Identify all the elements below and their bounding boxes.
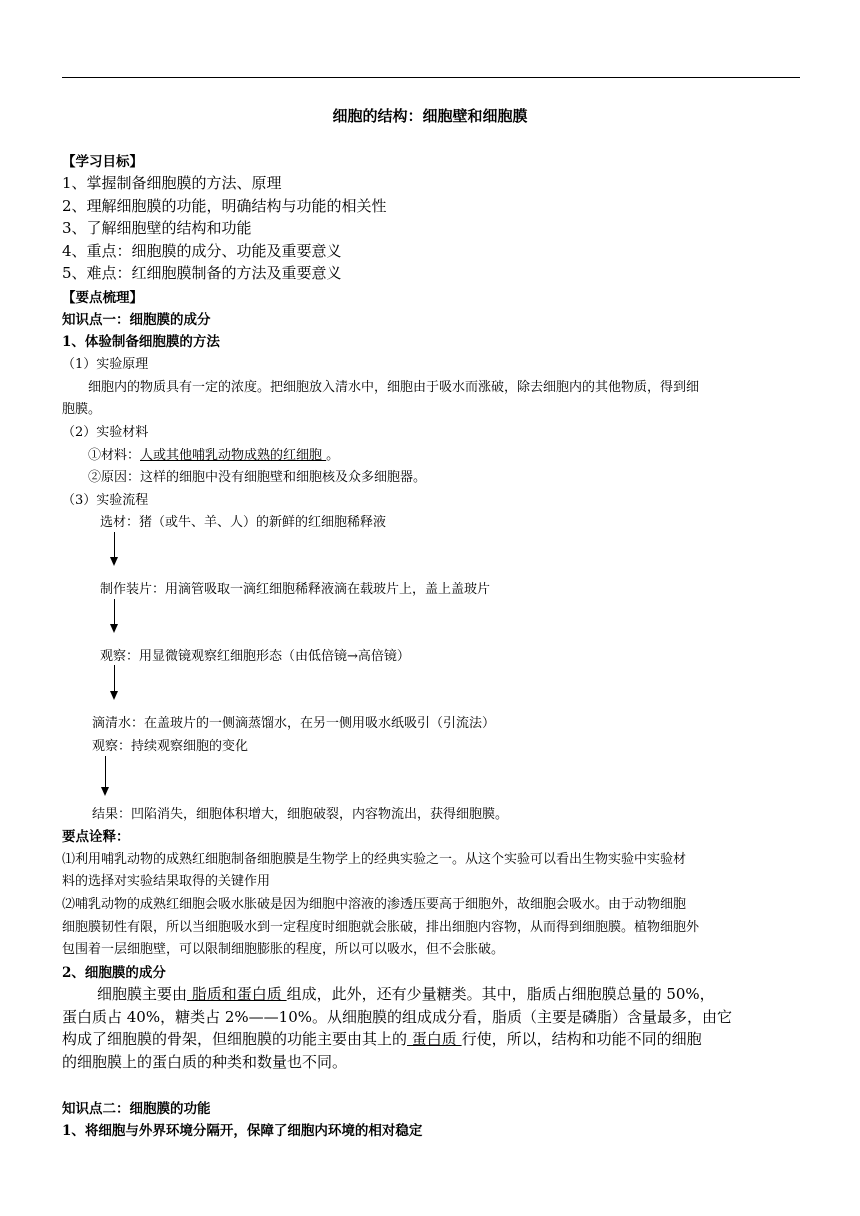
flow-arrow	[114, 665, 115, 698]
flow-label: （3）实验流程	[62, 493, 149, 508]
material-prefix: ①材料：	[88, 448, 141, 463]
summary-heading: 【要点梳理】	[62, 290, 143, 306]
composition-blank-protein: 蛋白质	[407, 1030, 462, 1048]
objective-item: 1、掌握制备细胞膜的方法、原理	[62, 174, 282, 192]
composition-line	[97, 983, 715, 1004]
material-line	[88, 444, 339, 463]
materials-label: （2）实验材料	[62, 425, 149, 440]
principle-text-cont: 胞膜。	[62, 402, 102, 417]
material-suffix: 。	[326, 448, 340, 463]
principle-label: （1）实验原理	[62, 357, 149, 372]
composition-blank-lipid-protein: 脂质和蛋白质	[187, 985, 287, 1003]
composition-text: 细胞膜主要由	[97, 985, 188, 1003]
objective-item: 3、了解细胞壁的结构和功能	[62, 219, 252, 237]
note-1-cont: 料的选择对实验结果取得的关键作用	[62, 874, 271, 889]
k1-subheading-1: 1、体验制备细胞膜的方法	[62, 334, 220, 350]
composition-text: 组成，此外，还有少量糖类。其中，脂质占细胞膜总量的 50%，	[286, 985, 715, 1003]
note-2-cont: 细胞膜韧性有限，所以当细胞吸水到一定程度时细胞就会胀破，排出细胞内容物，从而得到细胞膜。植物细胞外	[62, 920, 700, 935]
material-reason: ②原因：这样的细胞中没有细胞壁和细胞核及众多细胞器。	[88, 470, 427, 485]
page-title: 细胞的结构：细胞壁和细胞膜	[332, 107, 528, 125]
k1-subheading-2: 2、细胞膜的成分	[62, 965, 166, 981]
flow-arrow	[105, 756, 106, 794]
composition-line: 蛋白质占 40%，糖类占 2%——10%。从细胞膜的组成成分看，脂质（主要是磷脂）含量最多，由它	[62, 1008, 733, 1026]
knowledge-point-1-heading: 知识点一：细胞膜的成分	[62, 312, 211, 328]
flow-step: 观察：持续观察细胞的变化	[92, 739, 249, 754]
flow-step: 选材：猪（或牛、羊、人）的新鲜的红细胞稀释液	[100, 515, 387, 530]
flow-step: 观察：用显微镜观察红细胞形态（由低倍镜→高倍镜）	[100, 649, 410, 664]
flow-step: 结果：凹陷消失，细胞体积增大，细胞破裂，内容物流出，获得细胞膜。	[92, 807, 509, 822]
objective-item: 5、难点：红细胞膜制备的方法及重要意义	[62, 264, 342, 282]
composition-text: 构成了细胞膜的骨架，但细胞膜的功能主要由其上的	[62, 1030, 408, 1048]
principle-text: 细胞内的物质具有一定的浓度。把细胞放入清水中，细胞由于吸水而涨破，除去细胞内的其他物质，得到细	[88, 380, 700, 395]
note-2-cont: 包围着一层细胞壁，可以限制细胞膨胀的程度，所以可以吸水，但不会胀破。	[62, 942, 505, 957]
flow-arrow	[114, 532, 115, 564]
note-1: ⑴利用哺乳动物的成熟红细胞制备细胞膜是生物学上的经典实验之一。从这个实验可以看出生物实验中实验材	[62, 852, 687, 867]
knowledge-point-2-heading: 知识点二：细胞膜的功能	[62, 1101, 211, 1117]
flow-step: 制作装片：用滴管吸取一滴红细胞稀释液滴在载玻片上，盖上盖玻片	[100, 582, 491, 597]
composition-line	[62, 1028, 702, 1049]
objective-item: 4、重点：细胞膜的成分、功能及重要意义	[62, 242, 342, 260]
notes-heading: 要点诠释：	[62, 829, 130, 845]
composition-line: 的细胞膜上的蛋白质的种类和数量也不同。	[62, 1053, 348, 1071]
flow-arrow	[114, 599, 115, 631]
flow-step: 滴清水：在盖玻片的一侧滴蒸馏水，在另一侧用吸水纸吸引（引流法）	[92, 716, 496, 731]
header-rule	[62, 77, 800, 78]
composition-text: 行使，所以，结构和功能不同的细胞	[461, 1030, 702, 1048]
objectives-heading: 【学习目标】	[62, 154, 143, 170]
note-2: ⑵哺乳动物的成熟红细胞会吸水胀破是因为细胞中溶液的渗透压要高于细胞外，故细胞会吸水。由于动物细胞	[62, 897, 687, 912]
objective-item: 2、理解细胞膜的功能，明确结构与功能的相关性	[62, 197, 387, 215]
k2-subheading-1: 1、将细胞与外界环境分隔开，保障了细胞内环境的相对稳定	[62, 1123, 423, 1139]
material-value: 人或其他哺乳动物成熟的红细胞	[140, 448, 327, 463]
